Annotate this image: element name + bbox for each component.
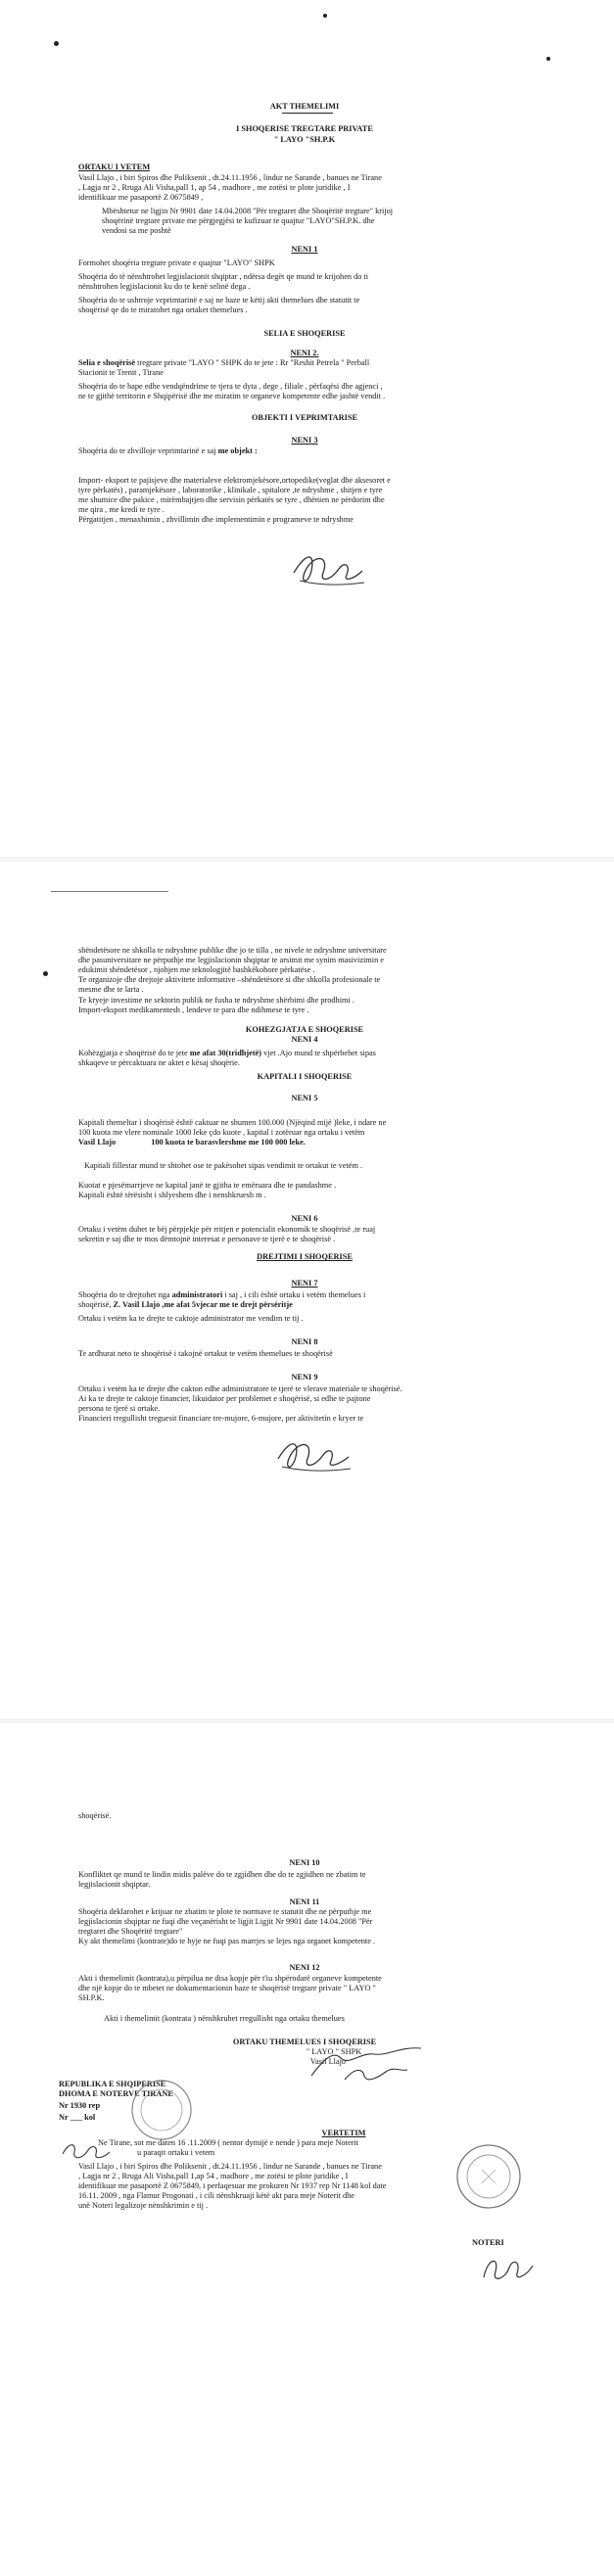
paragraph-line: edukimit shëndetësor , njohjen me teknologjitë bashkëkohore përkatëse .	[78, 965, 315, 974]
register-number: Nr 1930 rep	[59, 2101, 101, 2110]
paragraph-line: Financieri rregullisht treguesit financiare tre-mujore, 6-mujore, per aktivitetin e kryer te	[78, 1414, 364, 1423]
paragraph-line: me qira , me kredi te tyre .	[78, 505, 165, 514]
section-heading: KAPITALI I SHOQERISE	[257, 1072, 353, 1081]
paragraph-line: Ortaku i vetëm ka te drejte te caktoje administrator me vendim te tij .	[78, 1314, 304, 1323]
paragraph-line: Përgatitjen , menaxhimin , zhvillimin dhe implementimin e programeve te ndryshme	[78, 515, 354, 524]
paragraph-line: ne te gjithë territorin e Shqipërisë dhe me miratim te organeve kompetente edhe jashtë vendit .	[78, 392, 386, 400]
paragraph-line: mesme dhe te larta .	[78, 985, 144, 994]
paragraph-line: SH.P.K.	[78, 1993, 105, 2002]
article-heading: NENI 10	[289, 1858, 320, 1867]
paragraph-line: 100 kuota me vlere nominale 1000 leke çdo kuote , kapital i zotëruar nga ortaku i vetëm	[78, 1128, 365, 1137]
paragraph-line: unë Noteri legalizoje nënshkrimin e tij .	[78, 2201, 209, 2210]
paragraph-line	[78, 1138, 531, 1147]
paragraph-line: Shoqëria do te ushtroje veprimtarinë e saj ne baze te këtij akti themelues dhe statutit te	[78, 296, 360, 304]
bold-phrase: 100 kuota te barasvlershme me 100 000 leke.	[151, 1138, 306, 1147]
article-heading: NENI 2.	[290, 349, 319, 357]
paragraph-line: Import-eksport medikamentesh , lendeve te para dhe ndihmese te tyre .	[78, 1006, 309, 1014]
paragraph-line: Konfliktet qe mund te lindin midis palëve do te zgjidhen dhe do te zgjidhen ne zbatim te	[78, 1870, 366, 1879]
paragraph-line: Akti i themelimit (kontrata ) nënshkruhet rregullisht nga ortaku themelues	[104, 2014, 345, 2023]
paragraph-line: identifikuar me pasaportë Z 0675849 ,	[78, 193, 204, 202]
paragraph-line: vendosi sa me poshtë	[102, 226, 171, 235]
paragraph-line: tyre përkatës) , paramjekësore , laboratorike , klinikale , spitalore ,te ndryshme , shitjen e tyre	[78, 486, 383, 494]
company-name: " LAYO "SH.P.K	[273, 135, 336, 144]
paragraph-line: Stacionit te Trenit , Tirane	[78, 368, 164, 377]
paragraph-line: Vasil Llajo , i biri Spiros dhe Poliksenit , dt.24.11.1956 , lindur ne Sarande , banues ne Tirane	[78, 173, 382, 182]
article-heading: NENI 5	[291, 1094, 318, 1102]
paragraph-line: Import- eksport te pajisjeve dhe materialeve elektromjekësore,ortopedike(veglat dhe aksesoret e	[78, 476, 391, 485]
paragraph-line: dhe pasuniversitare ne përputhje me legjislacionin shqiptar te arsimit me synim masivizimin e	[78, 956, 384, 964]
signatory-company: " LAYO " SHPK	[306, 2047, 362, 2056]
section-heading: ORTAKU I VETEM	[78, 163, 151, 171]
punch-hole-mark	[54, 41, 59, 46]
paragraph-line	[78, 1300, 531, 1310]
bold-phrase: me objekt :	[217, 446, 258, 455]
handwritten-initials	[59, 2140, 118, 2164]
paragraph-line: , Lagja nr 2 , Rruga Ali Visha,pall 1, ap 54 , madhore , me zotësi te plote juridike , I	[78, 183, 351, 192]
text-run: Shoqëria do te zhvilloje veprimtarinë e saj	[78, 446, 216, 455]
paragraph-line: Ai ka te drejte te caktoje financier, likuidator per problemet e shoqërisë, si edhe te pajtone	[78, 1394, 371, 1403]
bold-phrase: Vasil Llajo	[78, 1138, 117, 1147]
paragraph-line: Shoqëria do te hape edhe vendqëndrime te tjera te dyta , dege , filiale , përfaqësi dhe agjenci ,	[78, 382, 383, 391]
signatory-name: Vasil Llajo	[309, 2057, 347, 2066]
bold-phrase: administratori	[171, 1290, 223, 1299]
paragraph-line: shoqërinë tregtare private me përgjegjësi te kufizuar te quajtur "LAYO"SH.P.K. dhe	[102, 216, 375, 225]
paragraph-line: u paraqit ortaku i vetem	[137, 2148, 215, 2157]
handwritten-signature	[270, 1431, 358, 1480]
punch-hole-mark	[43, 971, 48, 976]
paragraph-line: shëndetësore ne shkolla te ndryshme publike dhe jo te tilla , ne nivele te ndryshme universitare	[78, 946, 387, 955]
bold-phrase: me afat 30(tridhjetë)	[189, 1049, 262, 1057]
notary-stamp	[452, 2140, 525, 2213]
paragraph-line: Kapitali themeltar i shoqërisë është caktuar ne shumen 100.000 (Njëqind mijë )leke, i ndare ne	[78, 1118, 387, 1127]
certification-heading: VERTETIM	[321, 2129, 366, 2137]
text-run: i saj , i cili është ortaku i vetëm themelues i	[224, 1290, 366, 1299]
document-page-3	[0, 1723, 614, 2576]
paragraph-line: identifikuar me pasaportë Z 0675849, i perfaqesuar me prokuren Nr 1937 rep Nr 1148 kol date	[78, 2181, 387, 2190]
bold-phrase: Selia e shoqërisë	[78, 358, 136, 367]
paragraph-line: dhe një kopje do te mbetet ne dokumentacionin baze te shoqërisë tregtare private " LAYO "	[78, 1984, 376, 1992]
paragraph-line: shkaqeve te përcaktuara ne aktet e kësaj shoqërie.	[78, 1058, 240, 1067]
paragraph-line: persona te tjerë si ortake.	[78, 1404, 161, 1413]
paragraph-line: Kuotat e pjesëmarrjeve ne kapital janë te gjitha te emëruara dhe te pandashme .	[78, 1181, 337, 1190]
paragraph-line: Shoqëria deklarohet e krijuar ne zbatim te plote te normave te statutit dhe ne përputhje me	[78, 1907, 372, 1916]
notary-label: NOTERI	[472, 2238, 504, 2247]
section-heading: OBJEKTI I VEPRIMTARISE	[251, 413, 358, 422]
paragraph-line	[78, 1049, 531, 1058]
collection-number: Nr ___ kol	[59, 2113, 96, 2122]
paragraph-line: sekretin e saj dhe te mos dëmtojnë interesat e personave te tjerë e te shoqërisë .	[78, 1235, 336, 1243]
republic-heading: REPUBLIKA E SHQIPERISE	[59, 2080, 166, 2088]
section-heading: KOHEZGJATJA E SHOQERISE	[245, 1025, 364, 1034]
scan-edge-line	[51, 891, 168, 892]
paragraph-line: tregtaret dhe Shoqëritë tregtare"	[78, 1927, 183, 1936]
article-heading: NENI 12	[289, 1963, 320, 1972]
paragraph-line: shoqërisë qe do te miratohet nga ortaket themelues .	[78, 305, 248, 314]
paragraph-line	[78, 446, 531, 456]
paragraph-line	[78, 1290, 531, 1300]
document-page-1	[0, 0, 614, 857]
deed-title: AKT THEMELIMI	[269, 102, 340, 111]
text-run: shoqërisë,	[78, 1300, 112, 1309]
notary-signature	[478, 2252, 537, 2285]
article-heading: NENI 11	[289, 1897, 320, 1906]
text-run: vjet .Ajo mund te shpërbehet sipas	[263, 1049, 376, 1057]
chamber-heading: DHOMA E NOTERVE TIRANE	[59, 2089, 173, 2098]
article-heading: NENI 8	[291, 1337, 318, 1346]
section-heading: DREJTIMI I SHOQERISE	[257, 1252, 353, 1261]
article-heading: NENI 3	[291, 436, 318, 445]
ink-speck	[323, 14, 327, 18]
handwritten-signature	[286, 543, 374, 592]
paragraph-line: Te organizoje dhe drejtoje aktivitete informative –shëndetësore si dhe shkolla profesionale te	[78, 975, 381, 984]
document-page-2	[0, 862, 614, 1718]
paragraph-line: Shoqëria do të nënshtrohet legjislacionit shqiptar , ndërsa degët qe mund te krijohen do ti	[78, 272, 369, 281]
article-heading: NENI 7	[291, 1279, 318, 1288]
paragraph-line	[78, 358, 531, 368]
paragraph-line: Kapitali fillestar mund te shtohet ose te pakësohet sipas vendimit te ortakut te vetëm .	[84, 1161, 363, 1170]
paragraph-line: me shumice dhe pakice , mirëmbajtjen dhe servisin përkatës se tyre , dhënien ne përdorim dhe	[78, 495, 385, 504]
text-run: Shoqëria do te drejtohet nga	[78, 1290, 170, 1299]
title-underline	[282, 113, 333, 114]
paragraph-line: , Lagja nr 2 , Rruga Ali Visha,pall 1,ap 54 , madhore , me zotësi te plote juridike , I	[78, 2172, 349, 2180]
paragraph-line: Ky akt themelimi (kontrate)do te hyje ne fuqi pas marrjes se lejes nga organet kompetente .	[78, 1937, 376, 1945]
paragraph-line: Mbështetur ne ligjin Nr 9901 date 14.04.2008 "Për tregtaret dhe Shoqëritë tregtare" krijoj	[102, 207, 394, 215]
paragraph-line: Akti i themelimit (kontrata),u përpilua ne disa kopje për t'iu shpërndarë organeve kompetente	[78, 1974, 382, 1983]
ink-speck	[546, 57, 550, 61]
paragraph-line: legjislacionin shqiptar ne fuqi dhe veçanërisht te ligjit Ligjit Nr 9901 date 14.04.2008 "Për	[78, 1917, 373, 1926]
text-run: tregtare private "LAYO " SHPK do te jete : Rr "Reshit Petrela " Perball	[137, 358, 370, 367]
article-heading: NENI 4	[291, 1035, 318, 1044]
signatory-heading: ORTAKU THEMELUES I SHOQERISE	[232, 2037, 377, 2046]
paragraph-line: 16.11. 2009 , nga Flamur Progonati , i cili nënshkruaji këtë akt para meje Noterit dhe	[78, 2191, 354, 2200]
paragraph-line: Te ardhurat neto te shoqërisë i takojnë ortakut te vetëm themelues te shoqërisë	[78, 1349, 333, 1358]
text-run: Kohëzgjatja e shoqërisë do te jete	[78, 1049, 188, 1057]
paragraph-line: Ortaku i vetëm ka te drejte dhe cakton edhe administratore te tjerë te vlerave materiale te shoqërisë.	[78, 1384, 402, 1393]
paragraph-line: Vasil Llajo , i biri Spiros dhe Poliksenit , dt.24.11.1956 , lindur ne Sarande , banues ne Tirane	[78, 2162, 382, 2171]
paragraph-line: legjislacionit shqiptar.	[78, 1880, 151, 1889]
paragraph-line: Ortaku i vetëm duhet te bëj përpjekje për rritjen e potencialit ekonomik te shoqërisë ,te ruaj	[78, 1225, 376, 1234]
bold-phrase: Z. Vasil Llajo ,me afat 5vjecar me te drejt përsëritje	[113, 1300, 293, 1309]
paragraph-line: Ne Tirane, sot me daten 16 .11.2009 ( nentor dymijë e nende ) para meje Noterit	[98, 2138, 359, 2147]
paragraph-line: Formohet shoqëria tregtare private e quajtur "LAYO" SHPK	[78, 258, 275, 267]
deed-subtitle: I SHOQERISE TREGTARE PRIVATE	[236, 124, 373, 133]
paragraph-line: Te kryeje investime ne sektorin publik ne fusha te ndryshme shërbimi dhe prodhimi .	[78, 996, 354, 1005]
paragraph-line: nënshtrohen legjislacionit ku do te kenë selinë dega .	[78, 282, 251, 291]
article-heading: NENI 9	[291, 1373, 318, 1382]
paragraph-line: shoqërisë.	[78, 1811, 112, 1820]
article-heading: NENI 1	[291, 245, 318, 254]
section-heading: SELIA E SHOQERISE	[263, 329, 346, 338]
paragraph-line: Kapitali është tërësisht i shlyeshem dhe i nenshkruesh m .	[78, 1191, 266, 1199]
article-heading: NENI 6	[291, 1214, 318, 1223]
